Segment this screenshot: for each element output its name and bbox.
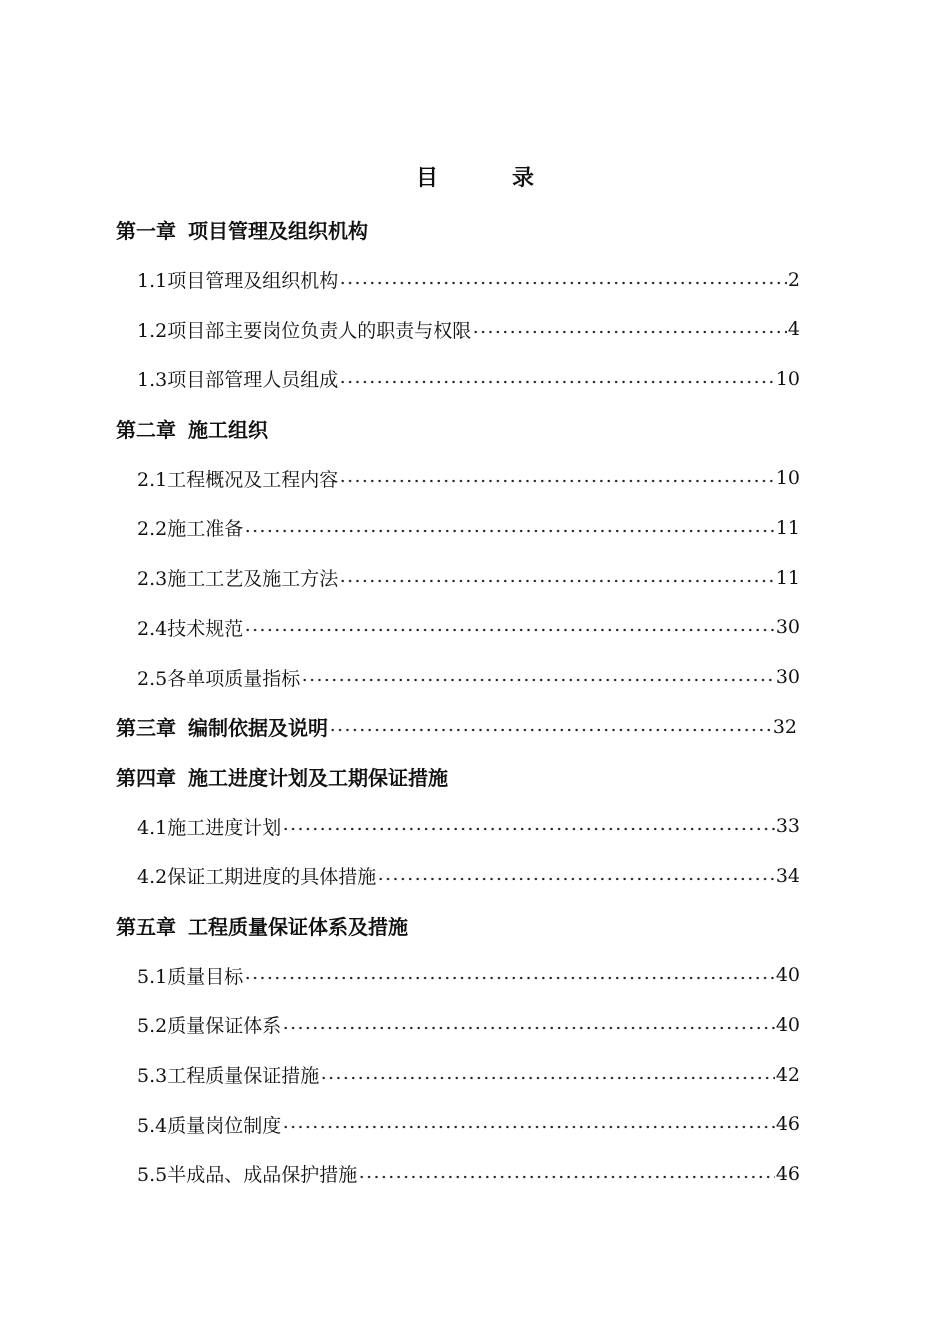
toc-page-number: 11 — [775, 516, 800, 539]
dot-leader — [282, 1124, 775, 1130]
toc-page-number: 46 — [775, 1162, 800, 1185]
dot-leader — [339, 478, 775, 484]
toc-entry-number: 第四章 — [116, 765, 176, 790]
toc-entry-label — [137, 365, 338, 392]
dot-leader — [244, 528, 775, 534]
toc-page-number: 40 — [775, 964, 800, 987]
toc-entry-number: 5.5 — [137, 1164, 168, 1187]
toc-section[interactable] — [0, 255, 800, 305]
toc-entry-number: 第二章 — [116, 418, 176, 443]
toc-section[interactable] — [0, 453, 800, 503]
toc-entry-label — [137, 465, 338, 492]
title-char-2: 录 — [512, 166, 535, 191]
toc-entry-title: 质量保证体系 — [167, 1015, 282, 1038]
toc-section[interactable] — [0, 1149, 800, 1199]
toc-entry-title: 工程质量保证措施 — [167, 1065, 320, 1088]
toc-entry-number: 4.2 — [137, 866, 168, 889]
toc-entry-number: 第五章 — [116, 914, 176, 939]
toc-entry-label — [137, 614, 243, 641]
toc-section[interactable] — [0, 652, 800, 702]
dot-leader — [472, 329, 787, 335]
toc-entry-number: 2.2 — [137, 518, 168, 541]
dot-leader — [339, 379, 775, 385]
toc-entry-title: 项目管理及组织机构 — [188, 219, 368, 244]
toc-entry-title: 施工工艺及施工方法 — [167, 568, 339, 591]
toc-page-number: 30 — [775, 666, 800, 689]
toc-entry-label — [137, 1061, 319, 1088]
toc-page-number: 42 — [775, 1063, 800, 1086]
toc-entry-number: 5.1 — [137, 965, 168, 988]
toc-entry-number: 4.1 — [137, 816, 168, 839]
toc-entry-label — [116, 762, 448, 791]
toc-page-number: 10 — [775, 467, 800, 490]
toc-entry-number: 5.3 — [137, 1065, 168, 1088]
toc-page-number: 46 — [775, 1113, 800, 1136]
toc-entry-label — [137, 1011, 281, 1038]
toc-section[interactable] — [0, 553, 800, 603]
toc-entry-label — [116, 414, 268, 443]
toc-page-number: 34 — [775, 864, 800, 887]
toc-entry-number: 2.4 — [137, 617, 168, 640]
dot-leader — [358, 1174, 775, 1180]
toc-entry-title: 施工准备 — [167, 518, 244, 541]
title-char-1: 目 — [415, 166, 438, 191]
toc-entry-label — [137, 316, 471, 343]
toc-entry-label — [137, 564, 338, 591]
toc-section[interactable] — [0, 503, 800, 553]
toc-entry-title: 施工进度计划及工期保证措施 — [188, 765, 448, 790]
toc-page-number: 11 — [775, 566, 800, 589]
toc-entry-title: 保证工期进度的具体措施 — [167, 866, 377, 889]
toc-entry-number: 5.2 — [137, 1015, 168, 1038]
toc-entry-title: 编制依据及说明 — [188, 716, 328, 741]
toc-entry-title: 工程质量保证体系及措施 — [188, 914, 408, 939]
toc-section[interactable] — [0, 603, 800, 653]
toc-section[interactable] — [0, 851, 800, 901]
toc-entry-label — [137, 266, 338, 293]
dot-leader — [320, 1075, 775, 1081]
toc-page-number: 30 — [775, 616, 800, 639]
toc-entry-number: 第一章 — [116, 219, 176, 244]
toc-entry-label — [137, 514, 243, 541]
toc-page-number: 2 — [787, 268, 800, 291]
toc-entry-title: 项目部管理人员组成 — [167, 369, 339, 392]
toc-entry-number: 1.2 — [137, 319, 168, 342]
toc-entry-title: 各单项质量指标 — [167, 667, 301, 690]
table-of-contents — [0, 205, 950, 1199]
toc-section[interactable] — [0, 1000, 800, 1050]
toc-chapter[interactable] — [0, 404, 950, 454]
toc-chapter[interactable] — [0, 901, 950, 951]
toc-entry-title: 施工进度计划 — [167, 816, 282, 839]
toc-chapter[interactable] — [0, 205, 950, 255]
dot-leader — [339, 280, 787, 286]
toc-page-number: 40 — [775, 1013, 800, 1036]
toc-entry-label — [116, 215, 368, 244]
toc-section[interactable] — [0, 354, 800, 404]
dot-leader — [377, 876, 775, 882]
dot-leader — [282, 826, 775, 832]
dot-leader — [244, 627, 775, 633]
toc-entry-label — [137, 1160, 357, 1187]
toc-entry-number: 2.3 — [137, 568, 168, 591]
toc-chapter[interactable] — [0, 752, 950, 802]
toc-section[interactable] — [0, 950, 800, 1000]
toc-entry-label — [137, 962, 243, 989]
dot-leader — [339, 578, 775, 584]
dot-leader — [282, 1025, 775, 1031]
dot-leader — [329, 727, 772, 733]
page-title — [0, 163, 950, 195]
toc-entry-number: 1.3 — [137, 369, 168, 392]
toc-entry-number: 1.1 — [137, 270, 168, 293]
dot-leader — [301, 677, 775, 683]
toc-chapter[interactable] — [0, 702, 797, 752]
toc-entry-title: 工程概况及工程内容 — [167, 468, 339, 491]
toc-section[interactable] — [0, 801, 800, 851]
toc-entry-title: 半成品、成品保护措施 — [167, 1164, 358, 1187]
toc-entry-label — [137, 1111, 281, 1138]
toc-entry-label — [137, 813, 281, 840]
toc-entry-title: 施工组织 — [188, 418, 268, 443]
toc-entry-number: 第三章 — [116, 716, 176, 741]
toc-section[interactable] — [0, 1050, 800, 1100]
toc-page-number: 32 — [772, 715, 797, 738]
toc-entry-number: 2.5 — [137, 667, 168, 690]
toc-page-number: 4 — [787, 318, 800, 341]
toc-entry-label — [116, 911, 408, 940]
toc-page-number: 10 — [775, 367, 800, 390]
toc-entry-label — [116, 712, 328, 741]
toc-page-number: 33 — [775, 815, 800, 838]
toc-entry-title: 质量岗位制度 — [167, 1114, 282, 1137]
toc-entry-title: 项目管理及组织机构 — [167, 270, 339, 293]
toc-entry-label — [137, 862, 376, 889]
toc-entry-label — [137, 664, 300, 691]
toc-entry-number: 2.1 — [137, 468, 168, 491]
toc-entry-number: 5.4 — [137, 1114, 168, 1137]
dot-leader — [244, 975, 775, 981]
toc-section[interactable] — [0, 304, 800, 354]
toc-entry-title: 项目部主要岗位负责人的职责与权限 — [167, 319, 472, 342]
toc-entry-title: 技术规范 — [167, 617, 244, 640]
toc-section[interactable] — [0, 1099, 800, 1149]
toc-entry-title: 质量目标 — [167, 965, 244, 988]
